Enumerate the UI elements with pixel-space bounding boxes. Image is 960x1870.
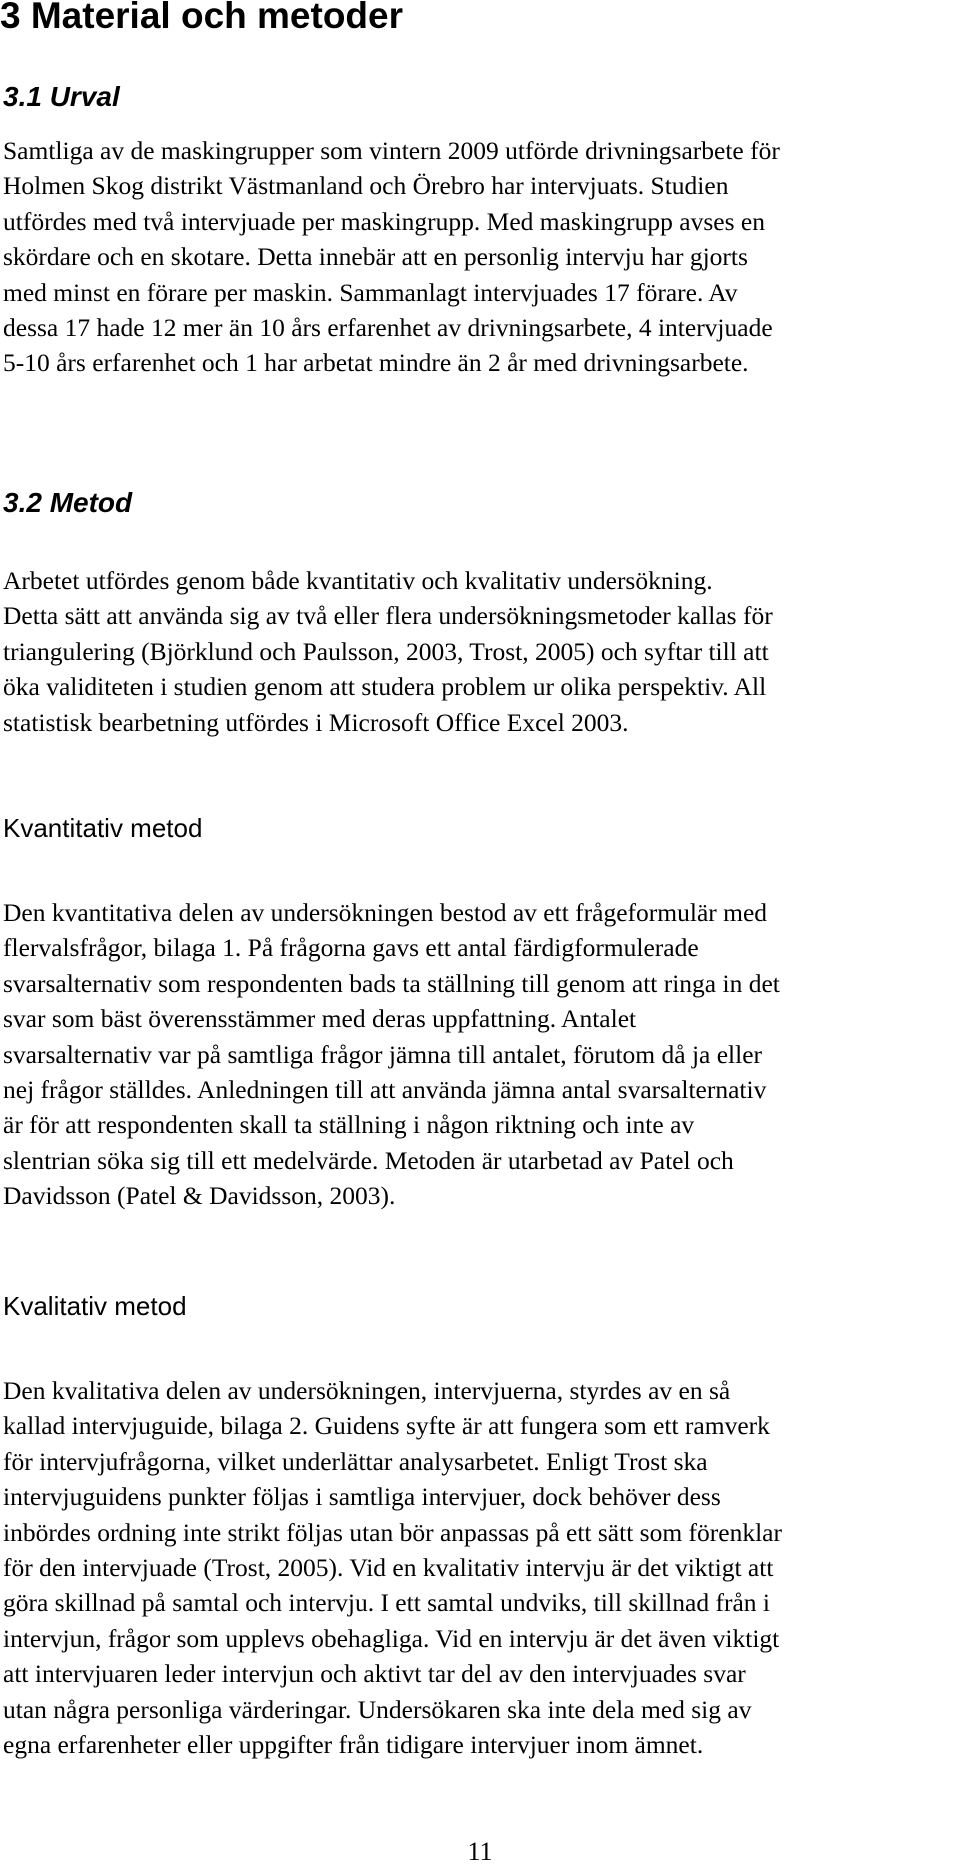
text-line: Davidsson (Patel & Davidsson, 2003).: [3, 1181, 396, 1211]
text-line: är för att respondenten skall ta ställning i någon riktning och inte av: [3, 1110, 695, 1140]
text-line: utan några personliga värderingar. Undersökaren ska inte dela med sig av: [3, 1694, 752, 1724]
paragraph-urval: [3, 133, 957, 381]
text-line: Den kvantitativa delen av undersökningen bestod av ett frågeformulär med: [3, 898, 768, 927]
paragraph-metod: [3, 563, 957, 740]
text-line: svar som bäst överensstämmer med deras uppfattning. Antalet: [3, 1004, 637, 1034]
text-line: svarsalternativ som respondenten bads ta ställning till genom att ringa in det: [3, 968, 780, 998]
page-number: 11: [467, 1837, 493, 1866]
text-line: statistisk bearbetning utfördes i Microsoft Office Excel 2003.: [3, 707, 629, 737]
paragraph-kvalitativ: [3, 1373, 957, 1762]
subsection-heading-kvantitativ: Kvantitativ metod: [3, 813, 203, 843]
text-line: Samtliga av de maskingrupper som vintern 2009 utförde drivningsarbete för: [3, 136, 780, 165]
text-line: med minst en förare per maskin. Sammanlagt intervjuades 17 förare. Av: [3, 277, 738, 307]
text-line: för intervjufrågorna, vilket underlättar analysarbetet. Enligt Trost ska: [3, 1446, 708, 1476]
text-line: att intervjuaren leder intervjun och aktivt tar del av den intervjuades svar: [3, 1659, 746, 1689]
text-line: triangulering (Björklund och Paulsson, 2003, Trost, 2005) och syftar till att: [3, 636, 769, 666]
paragraph-kvantitativ: [3, 895, 957, 1214]
text-line: svarsalternativ var på samtliga frågor jämna till antalet, förutom då ja eller: [3, 1039, 763, 1069]
text-line: Detta sätt att använda sig av två eller flera undersökningsmetoder kallas för: [3, 601, 773, 631]
text-line: öka validiteten i studien genom att studera problem ur olika perspektiv. All: [3, 672, 767, 702]
text-line: flervalsfrågor, bilaga 1. På frågorna gavs ett antal färdigformulerade: [3, 933, 699, 963]
text-line: för den intervjuade (Trost, 2005). Vid en kvalitativ intervju är det viktigt att: [3, 1553, 774, 1583]
chapter-heading: 3 Material och metoder: [0, 0, 404, 36]
text-line: intervjuguidens punkter följas i samtliga intervjuer, dock behöver dess: [3, 1482, 721, 1512]
subsection-heading-kvalitativ: Kvalitativ metod: [3, 1291, 187, 1321]
text-line: utfördes med två intervjuade per maskingrupp. Med maskingrupp avses en: [3, 206, 765, 236]
text-line: intervjun, frågor som upplevs obehagliga. Vid en intervju är det även viktigt: [3, 1623, 780, 1653]
text-line: göra skillnad på samtal och intervju. I ett samtal undviks, till skillnad från i: [3, 1588, 770, 1618]
text-line: Holmen Skog distrikt Västmanland och Örebro har intervjuats. Studien: [3, 171, 729, 201]
text-line: kallad intervjuguide, bilaga 2. Guidens syfte är att fungera som ett ramverk: [3, 1411, 770, 1441]
text-line: Arbetet utfördes genom både kvantitativ och kvalitativ undersökning.: [3, 566, 713, 595]
section-heading-urval: 3.1 Urval: [3, 81, 120, 112]
text-line: Den kvalitativa delen av undersökningen, intervjuerna, styrdes av en så: [3, 1376, 731, 1405]
text-line: 5-10 års erfarenhet och 1 har arbetat mindre än 2 år med drivningsarbete.: [3, 348, 749, 378]
text-line: egna erfarenheter eller uppgifter från tidigare intervjuer inom ämnet.: [3, 1730, 704, 1760]
text-line: skördare och en skotare. Detta innebär att en personlig intervju har gjorts: [3, 242, 748, 272]
text-line: inbördes ordning inte strikt följas utan bör anpassas på ett sätt som förenklar: [3, 1517, 782, 1547]
section-heading-metod: 3.2 Metod: [3, 487, 133, 518]
text-line: slentrian söka sig till ett medelvärde. Metoden är utarbetad av Patel och: [3, 1145, 734, 1175]
text-line: dessa 17 hade 12 mer än 10 års erfarenhet av drivningsarbete, 4 intervjuade: [3, 313, 773, 343]
text-line: nej frågor ställdes. Anledningen till att använda jämna antal svarsalternativ: [3, 1075, 767, 1105]
